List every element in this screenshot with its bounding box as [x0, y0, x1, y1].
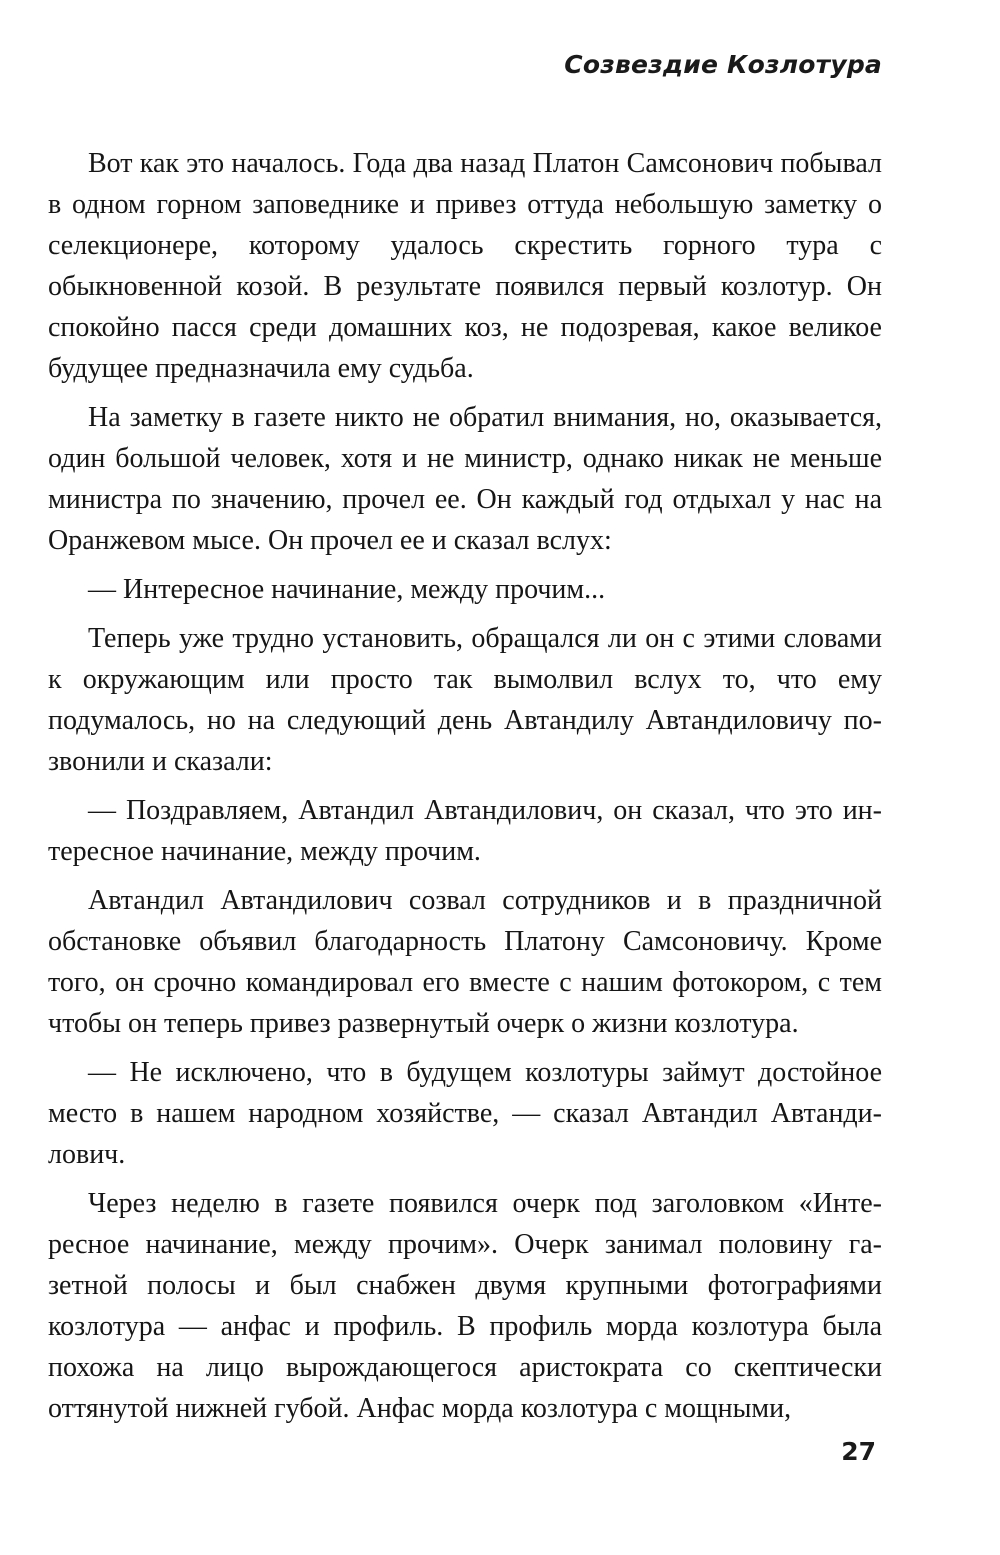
paragraph: На заметку в газете никто не обратил внимания, но, оказывается, один большой человек, хотя и не министр, однако никак не меньше министра по значению, прочел ее. Он каждый год отдыхал у нас на Оранжевом мысе. Он прочел ее и сказал вслух:	[48, 402, 882, 556]
dialogue-line: — Поздравляем, Автандил Автандилович, он сказал, что это интересное начинание, между прочим.	[48, 795, 882, 867]
paragraph: Через неделю в газете появился очерк под заголовком «Интересное начинание, между прочим». Очерк занимал половину газетной полосы и был снабжен двумя крупными фотографиями козлотура — анфас и профиль. В профиль морда козлотура была похожа на лицо вырождающегося аристократа со скептически оттянутой нижней губой. Анфас морда козлотура с мощными,	[48, 1188, 882, 1424]
dialogue-line: — Не исключено, что в будущем козлотуры займут достойное место в нашем народном хозяйстве, — сказал Автандил Автандилович.	[48, 1057, 882, 1170]
paragraph: Автандил Автандилович созвал сотрудников и в праздничной обстановке объявил благодарность Платону Самсоновичу. Кроме того, он срочно командировал его вместе с нашим фотокором, с тем чтобы он теперь привез развернутый очерк о жизни козлотура.	[48, 885, 882, 1039]
page-number: 27	[841, 1437, 876, 1466]
text-body	[48, 143, 882, 1429]
paragraph: Теперь уже трудно установить, обращался ли он с этими словами к окружающим или просто так вымолвил вслух то, что ему подумалось, но на следующий день Автандилу Автандиловичу позвонили и сказали:	[48, 623, 882, 777]
running-head: Созвездие Козлотура	[564, 50, 882, 79]
paragraph: Вот как это началось. Года два назад Платон Самсонович побывал в одном горном заповеднике и привез оттуда небольшую заметку о селекционере, которому удалось скрестить горного тура с обыкновенной козой. В результате появился первый козлотур. Он спокойно пасся среди домашних коз, не подозревая, какое великое будущее предназначила ему судьба.	[48, 148, 882, 384]
dialogue-line: — Интересное начинание, между прочим...	[88, 574, 606, 605]
